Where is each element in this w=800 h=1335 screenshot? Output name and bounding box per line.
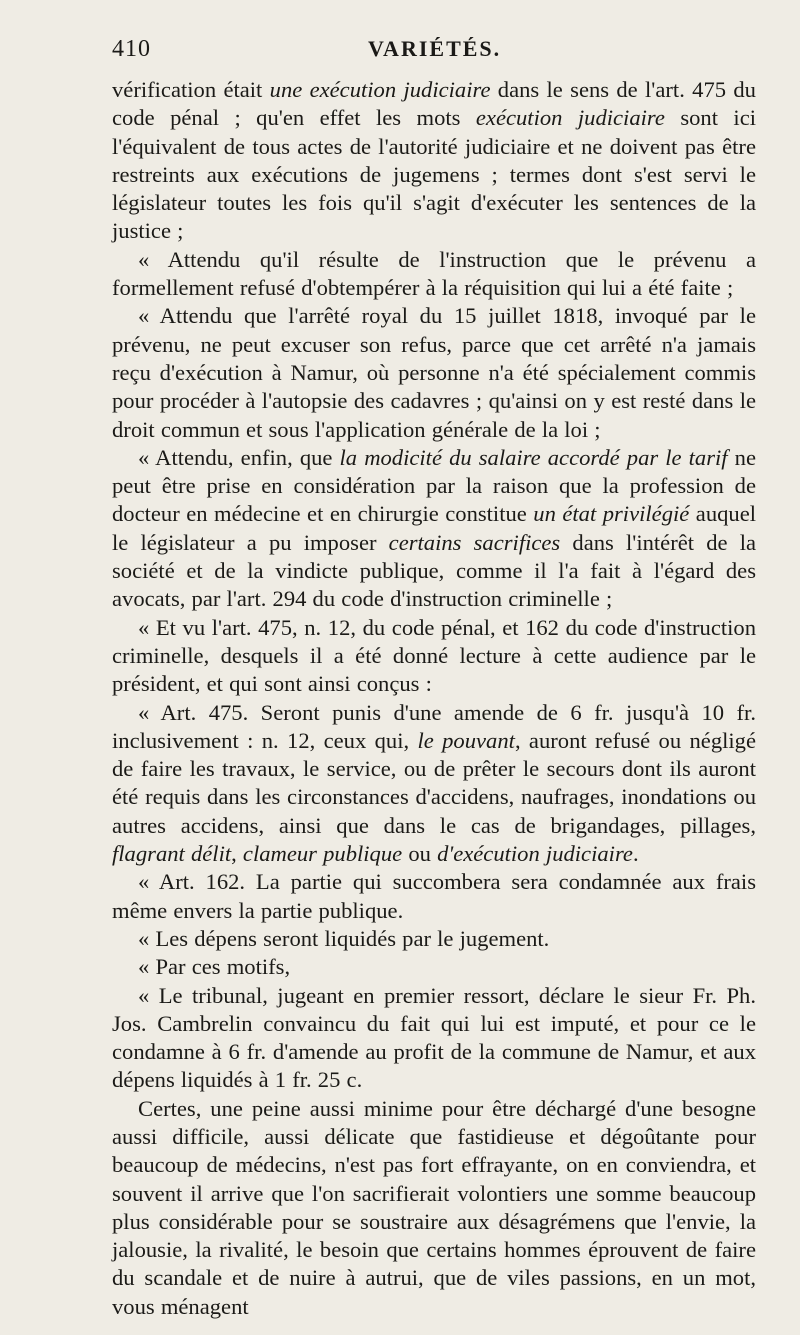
paragraph	[112, 1095, 756, 1321]
text-run: dans l'intérêt de la société et de la vindicte publique, comme il l'a fait à l'égard des avocats, par l'art. 294 du code d'instruction criminelle ;	[112, 529, 757, 612]
italic-text-run: flagrant délit	[112, 841, 232, 867]
text-run: auquel le législateur a pu imposer	[112, 501, 757, 555]
italic-text-run: clameur publique	[242, 841, 403, 867]
page-number: 410	[112, 36, 151, 62]
paragraph	[112, 868, 756, 925]
italic-text-run: exécution judiciaire	[475, 105, 665, 131]
text-run: Certes, une peine aussi minime pour être déchargé d'une besogne aussi difficile, aussi délicate que fastidieuse et dégoûtante pour beaucoup de médecins, n'est pas fort effrayante, on en conviendra, et souvent il arrive que l'on sacrifierait volontiers une somme beaucoup plus considérable pour se soustraire aux désagrémens que l'envie, la jalousie, la rivalité, le besoin que certains hommes éprouvent de faire du scandale et de nuire à autrui, que de viles passions, en un mot, vous ménagent	[112, 1095, 756, 1319]
paragraph	[112, 76, 756, 246]
text-run: ,	[231, 841, 243, 867]
text-run: « Attendu, enfin, que	[138, 444, 340, 470]
text-run: « Art. 162. La partie qui succombera sera condamnée aux frais même envers la partie publique.	[112, 869, 756, 923]
text-run: « Attendu qu'il résulte de l'instruction que le prévenu a formellement refusé d'obtempérer à la réquisition qui lui a été faite ;	[112, 246, 756, 301]
paragraph	[112, 246, 756, 303]
italic-text-run: un état privilégié	[533, 501, 690, 527]
text-run: « Art. 475. Seront punis d'une amende de 6 fr. jusqu'à 10 fr. inclusivement : n. 12, ceux qui,	[112, 699, 756, 753]
italic-text-run: le pouvant	[417, 727, 515, 753]
text-run: .	[632, 841, 639, 867]
text-run: ou	[402, 841, 438, 867]
text-run: « Par ces motifs,	[138, 954, 291, 980]
text-run: « Les dépens seront liquidés par le jugement.	[138, 925, 550, 951]
paragraph	[112, 925, 756, 953]
italic-text-run: d'exécution judiciaire	[437, 841, 633, 867]
text-run: vérification était	[112, 77, 270, 102]
text-run: sont ici l'équivalent de tous actes de l'autorité judiciaire et ne doivent pas être restreints aux exécutions de jugemens ; termes dont s'est servi le législateur toutes les fois qu'il s'agit d'exécuter les sentences de la justice ;	[112, 105, 756, 244]
italic-text-run: certains sacrifices	[388, 529, 561, 555]
text-run: « Attendu que l'arrêté royal du 15 juillet 1818, invoqué par le prévenu, ne peut excuser son refus, parce que cet arrêté n'a jamais reçu d'exécution à Namur, où personne n'a été spécialement commis pour procéder à l'autopsie des cadavres ; qu'ainsi on y est resté dans le droit commun et sous l'application générale de la loi ;	[112, 303, 756, 442]
text-run: ne peut être prise en considération par la raison que la profession de docteur en médecine et en chirurgie constitue	[112, 444, 756, 527]
paragraph	[112, 302, 756, 443]
text-run: « Et vu l'art. 475, n. 12, du code pénal, et 162 du code d'instruction criminelle, desquels il a été donné lecture à cette audience par le président, et qui sont ainsi conçus :	[112, 614, 756, 697]
paragraph	[112, 444, 756, 614]
paragraph	[112, 614, 756, 699]
body-text	[112, 76, 756, 1321]
text-run: dans le sens de l'art. 475 du code pénal ; qu'en effet les mots	[112, 77, 756, 131]
paragraph	[112, 699, 756, 869]
italic-text-run: une exécution judiciaire	[269, 77, 491, 102]
italic-text-run: la modicité du salaire accordé par le tarif	[339, 444, 728, 470]
paragraph	[112, 953, 756, 981]
text-run: , auront refusé ou négligé de faire les travaux, le service, ou de prêter le secours dont ils auront été requis dans les circonstances d'accidens, naufrages, inondations ou autres accidens, ainsi que dans le cas de brigandages, pillages,	[112, 727, 756, 838]
page-header	[112, 36, 756, 70]
text-run: « Le tribunal, jugeant en premier ressort, déclare le sieur Fr. Ph. Jos. Cambrelin convaincu du fait qui lui est imputé, et pour ce le condamne à 6 fr. d'amende au profit de la commune de Namur, et aux dépens liquidés à 1 fr. 25 c.	[112, 982, 756, 1093]
running-title: VARIÉTÉS.	[368, 36, 502, 61]
paragraph	[112, 982, 756, 1095]
